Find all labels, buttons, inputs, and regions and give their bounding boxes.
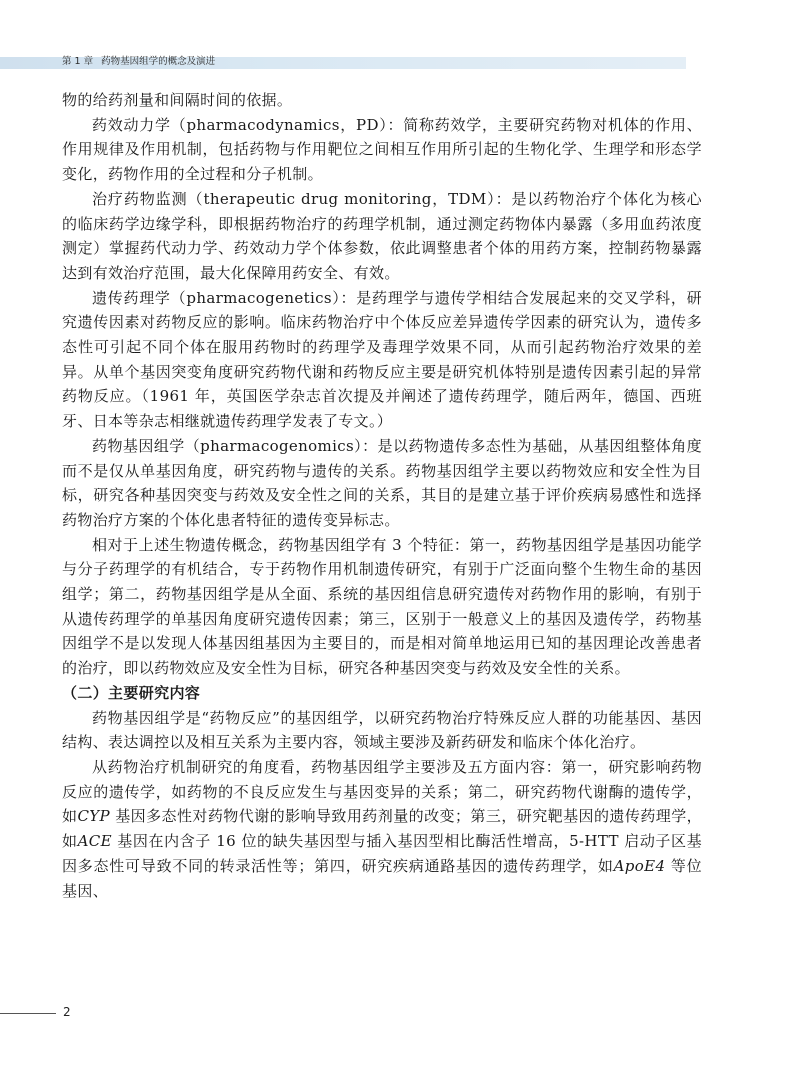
paragraph-continued: 物的给药剂量和间隔时间的依据。 (62, 91, 293, 109)
chapter-title: 药物基因组学的概念及演进 (101, 56, 216, 67)
paragraph-pharmacogenomics: 药物基因组学（pharmacogenomics）：是以药物遗传多态性为基础，从基因组整体角度而不是仅从单基因角度，研究药物与遗传的关系。药物基因组学主要以药物效应和安全性为目标，研究各种基因突变与药效及安全性之间的关系，其目的是建立基于评价疾病易感性和选择药物治疗方案的个体化患者特征的遗传变异标志。 (62, 436, 702, 529)
paragraph-five-aspects (62, 755, 702, 903)
paragraph-pharmacodynamics: 药效动力学（pharmacodynamics，PD）：简称药效学，主要研究药物对机体的作用、作用规律及作用机制，包括药物与作用靶位之间相互作用所引起的生物化学、生理学和形态学变化，药物作用的全过程和分子机制。 (62, 115, 702, 184)
paragraph-three-features: 相对于上述生物遗传概念，药物基因组学有 3 个特征：第一，药物基因组学是基因功能学与分子药理学的有机结合，专于药物作用机制遗传研究，有别于广泛面向整个生物生命的基因组学；第二，药物基因组学是从全面、系统的基因组信息研究遗传对药物作用的影响，有别于从遗传药理学的单基因角度研究遗传因素；第三，区别于一般意义上的基因及遗传学，药物基因组学不是以发现人体基因组基因为主要目的，而是相对简单地运用已知的基因理论改善患者的治疗，即以药物效应及安全性为目标，研究各种基因突变与药效及安全性的关系。 (62, 535, 702, 678)
paragraph-tdm: 治疗药物监测（therapeutic drug monitoring，TDM）：是以药物治疗个体化为核心的临床药学边缘学科，即根据药物治疗的药理学机制，通过测定药物体内暴露（多用血药浓度测定）掌握药代动力学、药效动力学个体参数，依此调整患者个体的用药方案，控制药物暴露达到有效治疗范围，最大化保障用药安全、有效。 (62, 189, 702, 282)
text-segment: 从药物治疗机制研究的角度看，药物基因组学主要涉及五方面内容：第一，研究影响药物反应的遗传学，如药物的不良反应发生与基因变异的关系；第二，研究药物代谢酶的遗传学，如 (62, 757, 702, 826)
text-segment: 基因在内含子 16 位的缺失基因型与插入基因型相比酶活性增高，5-HTT 启动子区基因多态性可导致不同的转录活性等；第四，研究疾病通路基因的遗传药理学，如 (62, 832, 702, 875)
chapter-number: 第 1 章 (62, 56, 94, 67)
paragraph-drug-response: 药物基因组学是“药物反应”的基因组学，以研究药物治疗特殊反应人群的功能基因、基因结构、表达调控以及相互关系为主要内容，领域主要涉及新药研发和临床个体化治疗。 (62, 708, 702, 752)
running-head (62, 55, 215, 69)
page-number: 2 (63, 1005, 71, 1019)
footer-rule (0, 1013, 56, 1014)
page-body (62, 88, 702, 903)
gene-name-cyp: CYP (77, 807, 110, 826)
text-segment: 基因多态性对药物代谢的影响导致用药剂量的改变；第三，研究靶基因的遗传药理学，如 (62, 807, 702, 851)
section-heading: （二）主要研究内容 (62, 683, 201, 702)
text-segment: 等位基因、 (62, 856, 702, 900)
gene-name-apoe4: ApoE4 (613, 856, 666, 875)
paragraph-pharmacogenetics: 遗传药理学（pharmacogenetics）：是药理学与遗传学相结合发展起来的交叉学科，研究遗传因素对药物反应的影响。临床药物治疗中个体反应差异遗传学因素的研究认为，遗传多态性可引起不同个体在服用药物时的药理学及毒理学效果不同，从而引起药物治疗效果的差异。从单个基因突变角度研究药物代谢和药物反应主要是研究机体特别是遗传因素引起的异常药物反应。（1961 年，英国医学杂志首次提及并阐述了遗传药理学，随后两年，德国、西班牙、日本等杂志相继就遗传药理学发表了专文。） (62, 288, 702, 431)
gene-name-ace: ACE (77, 832, 112, 851)
